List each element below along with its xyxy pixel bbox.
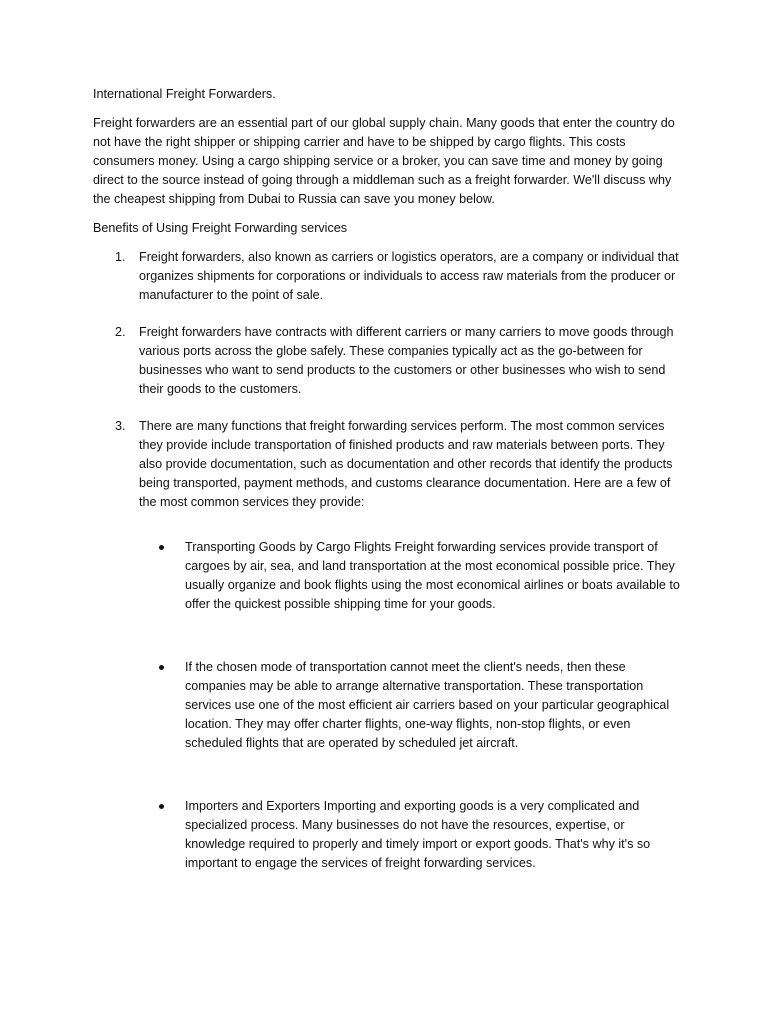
document-title: International Freight Forwarders. — [93, 87, 276, 101]
intro-paragraph: Freight forwarders are an essential part of our global supply chain. Many goods that enter the country do not have the right shipper or shipping carrier and have to be shipped by cargo flights. This costs consumers money. Using a cargo shipping service or a broker, you can save time and money by going direct to the source instead of going through a middleman such as a freight forwarder. We'll discuss why the cheapest shipping from Dubai to Russia can save you money below. — [93, 116, 675, 206]
numbered-list-item — [93, 417, 683, 873]
numbered-item-text: Freight forwarders have contracts with different carriers or many carriers to move goods through various ports across the globe safely. These companies typically act as the go-between for businesses who want to send products to the customers or other businesses who wish to send their goods to the customers. — [139, 325, 674, 396]
bullet-icon — [159, 804, 164, 809]
bullet-icon — [159, 665, 164, 670]
list-number: 1. — [115, 250, 126, 264]
bullet-icon — [159, 545, 164, 550]
bullet-list-item — [139, 538, 683, 614]
benefits-numbered-list — [93, 248, 683, 873]
benefits-heading: Benefits of Using Freight Forwarding services — [93, 221, 348, 235]
numbered-item-text: Freight forwarders, also known as carriers or logistics operators, are a company or individual that organizes shipments for corporations or individuals to access raw materials from the producer or manufacturer to the point of sale. — [139, 250, 679, 302]
list-number: 3. — [115, 419, 126, 433]
document-body — [93, 85, 683, 891]
bullet-item-text: Transporting Goods by Cargo Flights Freight forwarding services provide transport of cargoes by air, sea, and land transportation at the most economical possible price. They usually organize and book flights using the most economical airlines or boats available to offer the quickest possible shipping time for your goods. — [185, 540, 680, 611]
numbered-list-item — [93, 248, 683, 305]
numbered-item-text: There are many functions that freight forwarding services perform. The most common services they provide include transportation of finished products and raw materials between ports. They also provide documentation, such as documentation and other records that identify the products being transported, payment methods, and customs clearance documentation. Here are a few of the most common services they provide: — [139, 419, 673, 509]
bullet-list-item — [139, 658, 683, 753]
bullet-item-text: Importers and Exporters Importing and exporting goods is a very complicated and specialized process. Many businesses do not have the resources, expertise, or knowledge required to properly and timely import or export goods. That's why it's so important to engage the services of freight forwarding services. — [185, 799, 651, 870]
list-number: 2. — [115, 325, 126, 339]
services-bullet-list — [139, 538, 683, 873]
bullet-list-item — [139, 797, 683, 873]
bullet-item-text: If the chosen mode of transportation cannot meet the client's needs, then these companies may be able to arrange alternative transportation. These transportation services use one of the most efficient air carriers based on your particular geographical location. They may offer charter flights, one-way flights, non-stop flights, or even scheduled flights that are operated by scheduled jet aircraft. — [185, 660, 670, 750]
numbered-list-item — [93, 323, 683, 399]
